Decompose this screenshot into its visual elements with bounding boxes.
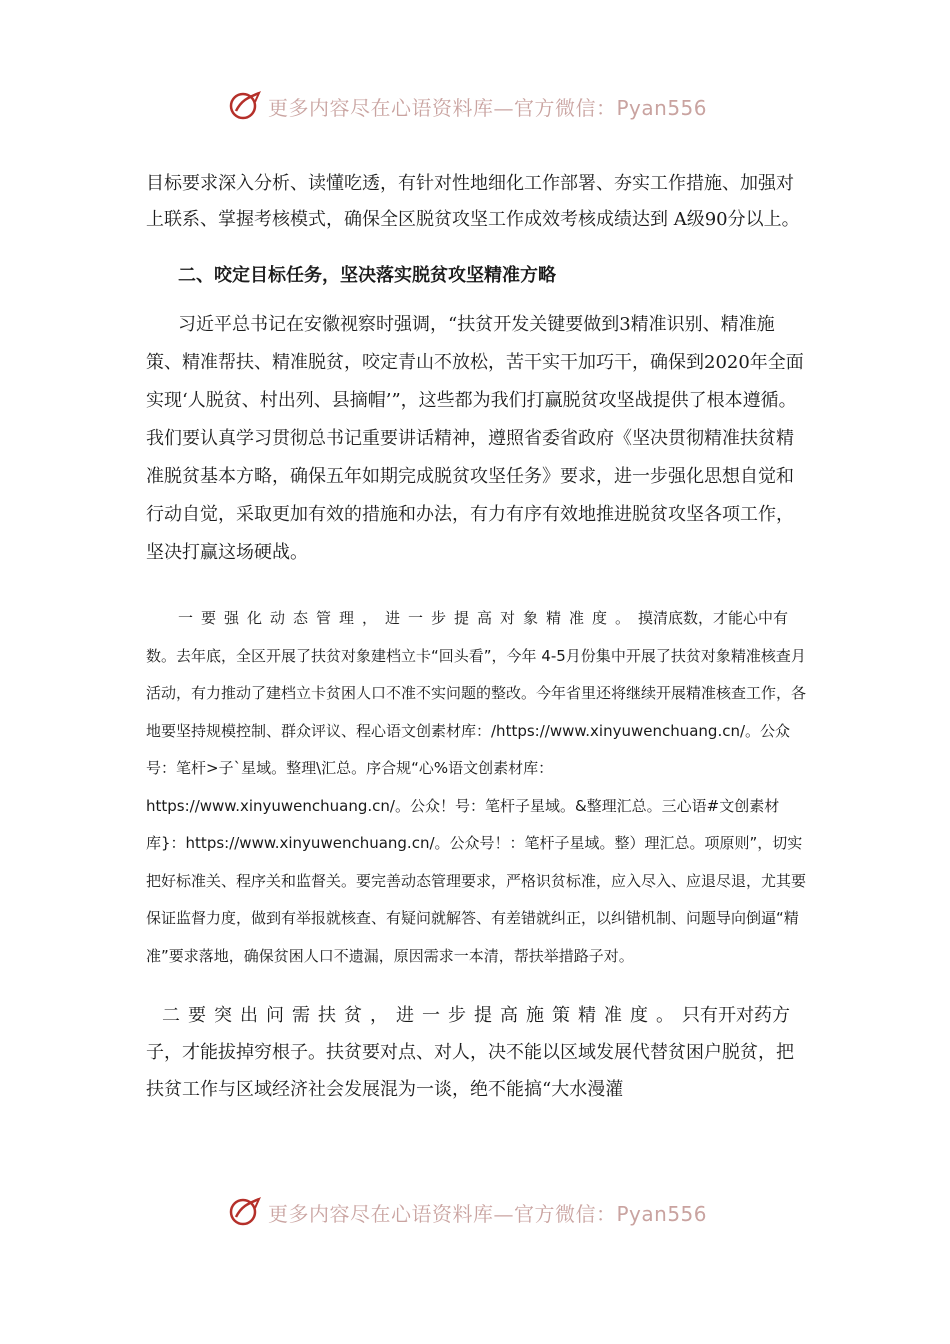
paragraph-2: 习近平总书记在安徽视察时强调，“扶贫开发关键要做到3精准识别、精准施策、精准帮扶、精准脱贫，咬定青山不放松，苦干实干加巧干，确保到2020年全面实现‘人脱贫、村出列、县摘帽’”，这些都为我们打赢脱贫攻坚战提供了根本遵循。我们要认真学习贯彻总书记重要讲话精神，遵照省委省政府《坚决贯彻精准扶贫精准脱贫基本方略，确保五年如期完成脱贫攻坚任务》要求，进一步强化思想自觉和行动自觉，采取更加有效的措施和办法，有力有序有效地推进脱贫攻坚各项工作，坚决打赢这场硬战。 (146, 314, 804, 563)
paragraph-1: 目标要求深入分析、读懂吃透，有针对性地细化工作部署、夯实工作措施、加强对上联系、掌握考核模式，确保全区脱贫攻坚工作成效考核成绩达到 A级90分以上。 (146, 173, 800, 230)
banner-text: 更多内容尽在心语资料库—官方微信：Pyan556 (268, 1201, 708, 1226)
xinyu-logo-icon (228, 89, 262, 123)
paragraph-3 (146, 600, 806, 975)
wechat-id: Pyan556 (616, 1201, 708, 1226)
paragraph-4 (146, 997, 806, 1108)
banner-text: 更多内容尽在心语资料库—官方微信：Pyan556 (268, 95, 708, 120)
wechat-id: Pyan556 (616, 95, 708, 120)
section-heading-2: 二、咬定目标任务，坚决落实脱贫攻坚精准方略 (178, 265, 556, 286)
footer-banner (228, 1192, 748, 1232)
paragraph-3-rest: 摸清底数，才能心中有数。去年底，全区开展了扶贫对象建档立卡“回头看”，今年 4-5月份集中开展了扶贫对象精准核查月活动，有力推动了建档立卡贫困人口不准不实问题的整改。今年省里还将继续开展精准核查工作，各地要坚持规模控制、群众评议、程心语文创素材库：/https://www.xinyuwenchuang.cn/。公众号：笔杆>子`星域。整理\汇总。序合规“心%语文创素材库：https://www.xinyuwenchuang.cn/。公众！号：笔杆子星域。&整理汇总。三心语#文创素材库}：https://www.xinyuwenchuang.cn/。公众号！：笔杆子星域。整）理汇总。项原则”，切实把好标准关、程序关和监督关。要完善动态管理要求，严格识贫标准，应入尽入、应退尽退，尤其要保证监督力度，做到有举报就核查、有疑问就解答、有差错就纠正，以纠错机制、问题导向倒逼“精准”要求落地，确保贫困人口不遗漏，原因需求一本清，帮扶举措路子对。 (146, 609, 807, 965)
header-banner (228, 86, 748, 126)
paragraph-4-rest: 只有开对药方子，才能拔掉穷根子。扶贫要对点、对人，决不能以区域发展代替贫困户脱贫，把扶贫工作与区域经济社会发展混为一谈，绝不能搞“大水漫灌 (146, 1005, 794, 1100)
xinyu-logo-icon (228, 1195, 262, 1229)
document-body (146, 166, 806, 1108)
paragraph-3-lead: 一要强化动态管理，进一步提高对象精准度。 (178, 609, 639, 627)
paragraph-4-lead: 二要突出问需扶贫，进一步提高施策精准度。 (162, 1005, 682, 1026)
